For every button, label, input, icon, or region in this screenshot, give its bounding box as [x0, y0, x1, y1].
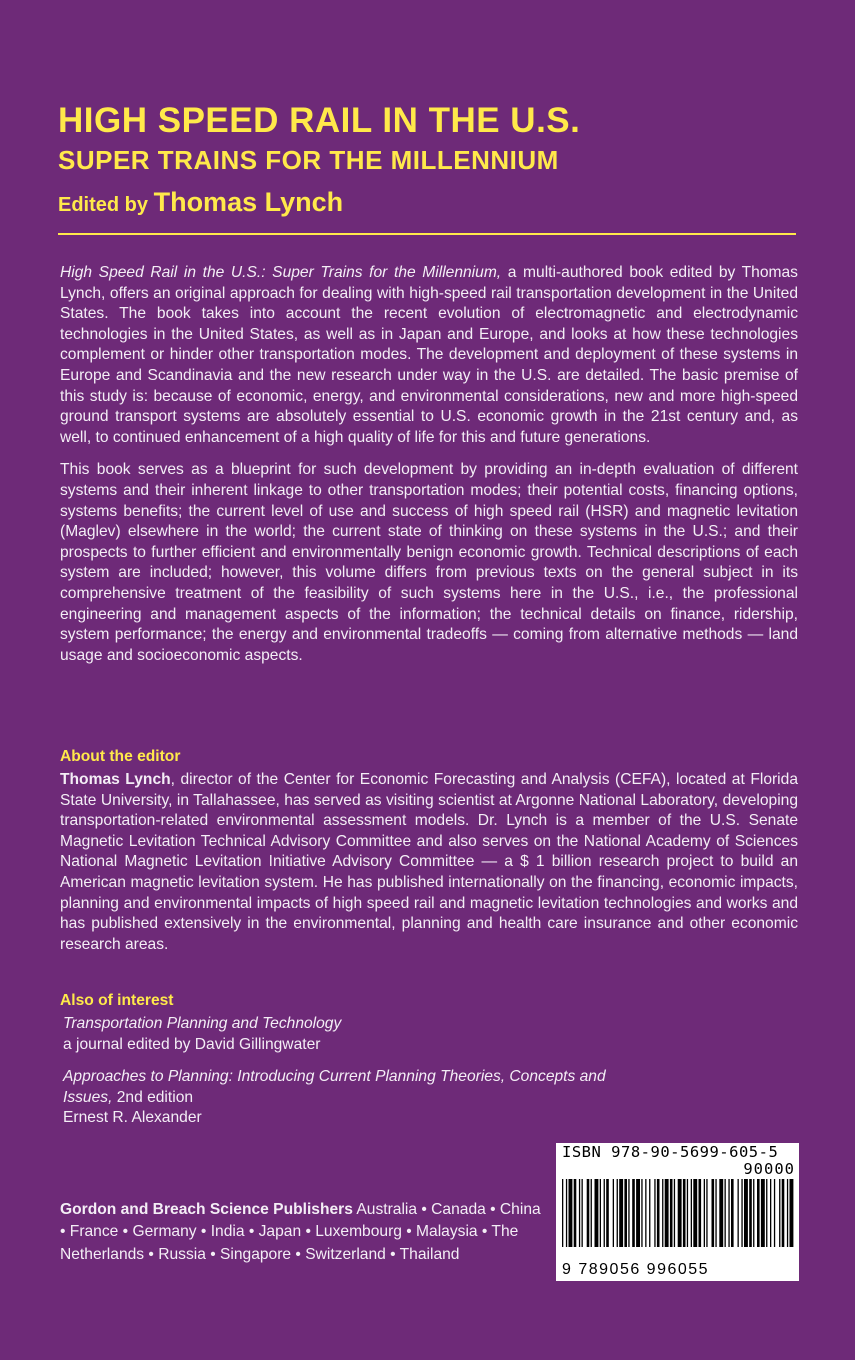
title-divider: [58, 233, 796, 235]
publisher-info: [60, 1199, 550, 1266]
barcode-bar: [600, 1179, 601, 1247]
publisher-locations: Australia • Canada • China • France • Germany • India • Japan • Luxembourg • Malaysia • The Netherlands • Russia • Singapore • Switzerland • Thailand: [60, 1201, 541, 1263]
barcode-bar: [725, 1179, 726, 1247]
barcode-bar: [636, 1179, 640, 1247]
barcode-bar: [654, 1179, 655, 1247]
barcode-bar: [591, 1179, 592, 1247]
interest-item-desc: a journal edited by David Gillingwater: [63, 1035, 321, 1053]
barcode-bar: [687, 1179, 688, 1247]
barcode-bar: [579, 1179, 580, 1247]
description-paragraph-1: [60, 263, 798, 448]
barcode-bar: [569, 1179, 573, 1247]
barcode-bar: [619, 1179, 623, 1247]
also-of-interest-section: [60, 991, 620, 1141]
barcode-bar: [674, 1179, 675, 1247]
barcode-bar: [787, 1179, 788, 1247]
book-title: HIGH SPEED RAIL IN THE U.S.: [58, 101, 581, 140]
barcode-digits: 9 789056 996055: [562, 1261, 710, 1278]
barcode-bar: [699, 1179, 702, 1247]
barcode-bar: [595, 1179, 599, 1247]
about-editor-name: Thomas Lynch: [60, 771, 171, 788]
editor-line: [58, 187, 818, 220]
barcode-bar: [641, 1179, 642, 1247]
barcode-bar: [562, 1179, 563, 1247]
barcode-bar: [790, 1179, 794, 1247]
barcode-bar: [628, 1179, 629, 1247]
barcode-bar: [715, 1179, 716, 1247]
description-paragraph-2: This book serves as a blueprint for such development by providing an in-depth evaluation of different systems and their inherent linkage to other transportation modes; their potential costs, financing options, systems benefits; the current level of use and success of high speed rail (HSR) and magnetic levitation (Maglev) elsewhere in the world; the current state of thinking on these systems in the U.S.; and their prospects to further efficient and environmentally benign economic growth. Technical descriptions of each system are included; however, this volume differs from previous texts on the general subject in its comprehensive treatment of the feasibility of such systems here in the U.S., i.e., the professional engineering and management aspects of the information; the technical details on finance, ridership, system performance; the energy and environmental tradeoffs — coming from alternative methods — land usage and socioeconomic aspects.: [60, 461, 798, 664]
barcode-bar: [613, 1179, 614, 1247]
interest-item-title: Transportation Planning and Technology: [63, 1015, 342, 1032]
barcode-bar: [632, 1179, 635, 1247]
about-bio: , director of the Center for Economic Forecasting and Analysis (CEFA), located at Florida State University, in Tallahassee, has served as visiting scientist at Argonne National Laboratory, developing transportation-related environmental assessment models. Dr. Lynch is a member of the U.S. Senate Magnetic Levitation Technical Advisory Committee and also serves on the National Academy of Sciences National Magnetic Levitation Initiative Advisory Committee — a $ 1 billion research project to build an American magnetic levitation system. He has published internationally on the financing, economic impacts, planning and environmental impacts of high speed rail and magnetic levitation technologies and works and has published extensively in the environmental, planning and health care insurance and other economic research areas.: [60, 771, 798, 953]
barcode-bar: [757, 1179, 760, 1247]
barcode-bar: [587, 1179, 590, 1247]
book-description: [60, 263, 798, 678]
barcode-bar: [741, 1179, 742, 1247]
barcode-bar: [657, 1179, 660, 1247]
barcode-bar: [649, 1179, 650, 1247]
barcode-bar: [683, 1179, 686, 1247]
barcode-bar: [691, 1179, 692, 1247]
barcode-bar: [566, 1179, 567, 1247]
barcode-bar: [617, 1179, 618, 1247]
description-p1-text: a multi-authored book edited by Thomas Lynch, offers an original approach for dealing with high-speed rail transportation development in the United States. The book takes into account the recent evolution of electromagnetic and electrodynamic technologies in the United States, as well as in Japan and Europe, and looks at how these technologies complement or hinder other transportation modes. The development and deployment of these systems in Europe and Scandinavia and the new research under way in the U.S. are detailed. The basic premise of this study is: because of economic, energy, and environmental considerations, new and more high-speed ground transport systems are absolutely essential to U.S. economic growth in the 21st century and, as well, to continued enhancement of a high quality of life for this and future generations.: [60, 264, 798, 446]
isbn-number: ISBN 978-90-5699-605-5: [562, 1143, 779, 1161]
interest-item: [63, 1067, 620, 1129]
edited-by-label: Edited by: [58, 194, 149, 216]
barcode-bar: [665, 1179, 669, 1247]
interest-heading: Also of interest: [60, 992, 174, 1009]
barcode-bar: [728, 1179, 729, 1247]
book-subtitle: SUPER TRAINS FOR THE MILLENNIUM: [58, 145, 559, 175]
about-editor-section: [60, 747, 798, 955]
barcode-bar: [774, 1179, 775, 1247]
editor-name: Thomas Lynch: [153, 187, 344, 217]
barcode-bar: [779, 1179, 780, 1247]
isbn-barcode: [556, 1143, 799, 1281]
barcode-bar: [749, 1179, 752, 1247]
barcode-bar: [731, 1179, 734, 1247]
interest-item-author: Ernest R. Alexander: [63, 1109, 202, 1127]
barcode-bar: [719, 1179, 723, 1247]
barcode-bar: [770, 1179, 771, 1247]
barcode-bars: [560, 1179, 795, 1265]
barcode-bar: [670, 1179, 673, 1247]
publisher-name: Gordon and Breach Science Publishers: [60, 1201, 353, 1218]
barcode-bar: [753, 1179, 754, 1247]
barcode-bar: [706, 1179, 707, 1247]
barcode-bar: [766, 1179, 767, 1247]
barcode-bar: [744, 1179, 748, 1247]
barcode-bar: [645, 1179, 646, 1247]
description-book-title: High Speed Rail in the U.S.: Super Trains for the Millennium,: [60, 264, 502, 281]
interest-item-edition: 2nd edition: [112, 1088, 194, 1106]
cover-title-block: [58, 100, 818, 220]
barcode-bar: [624, 1179, 627, 1247]
barcode-bar: [574, 1179, 577, 1247]
interest-item: [63, 1014, 620, 1055]
barcode-bar: [712, 1179, 715, 1247]
barcode-bar: [693, 1179, 697, 1247]
about-heading: About the editor: [60, 748, 181, 765]
barcode-bar: [761, 1179, 765, 1247]
barcode-bar: [678, 1179, 682, 1247]
barcode-bar: [582, 1179, 583, 1247]
interest-item-title: Approaches to Planning: Introducing Current Planning Theories, Concepts and Issues,: [63, 1068, 606, 1106]
about-text: [60, 770, 798, 955]
barcode-bar: [782, 1179, 785, 1247]
barcode-bar: [738, 1179, 739, 1247]
barcode-bar: [604, 1179, 605, 1247]
barcode-bar: [662, 1179, 663, 1247]
barcode-bar: [704, 1179, 705, 1247]
barcode-addon: 90000: [743, 1160, 795, 1178]
barcode-bar: [606, 1179, 609, 1247]
